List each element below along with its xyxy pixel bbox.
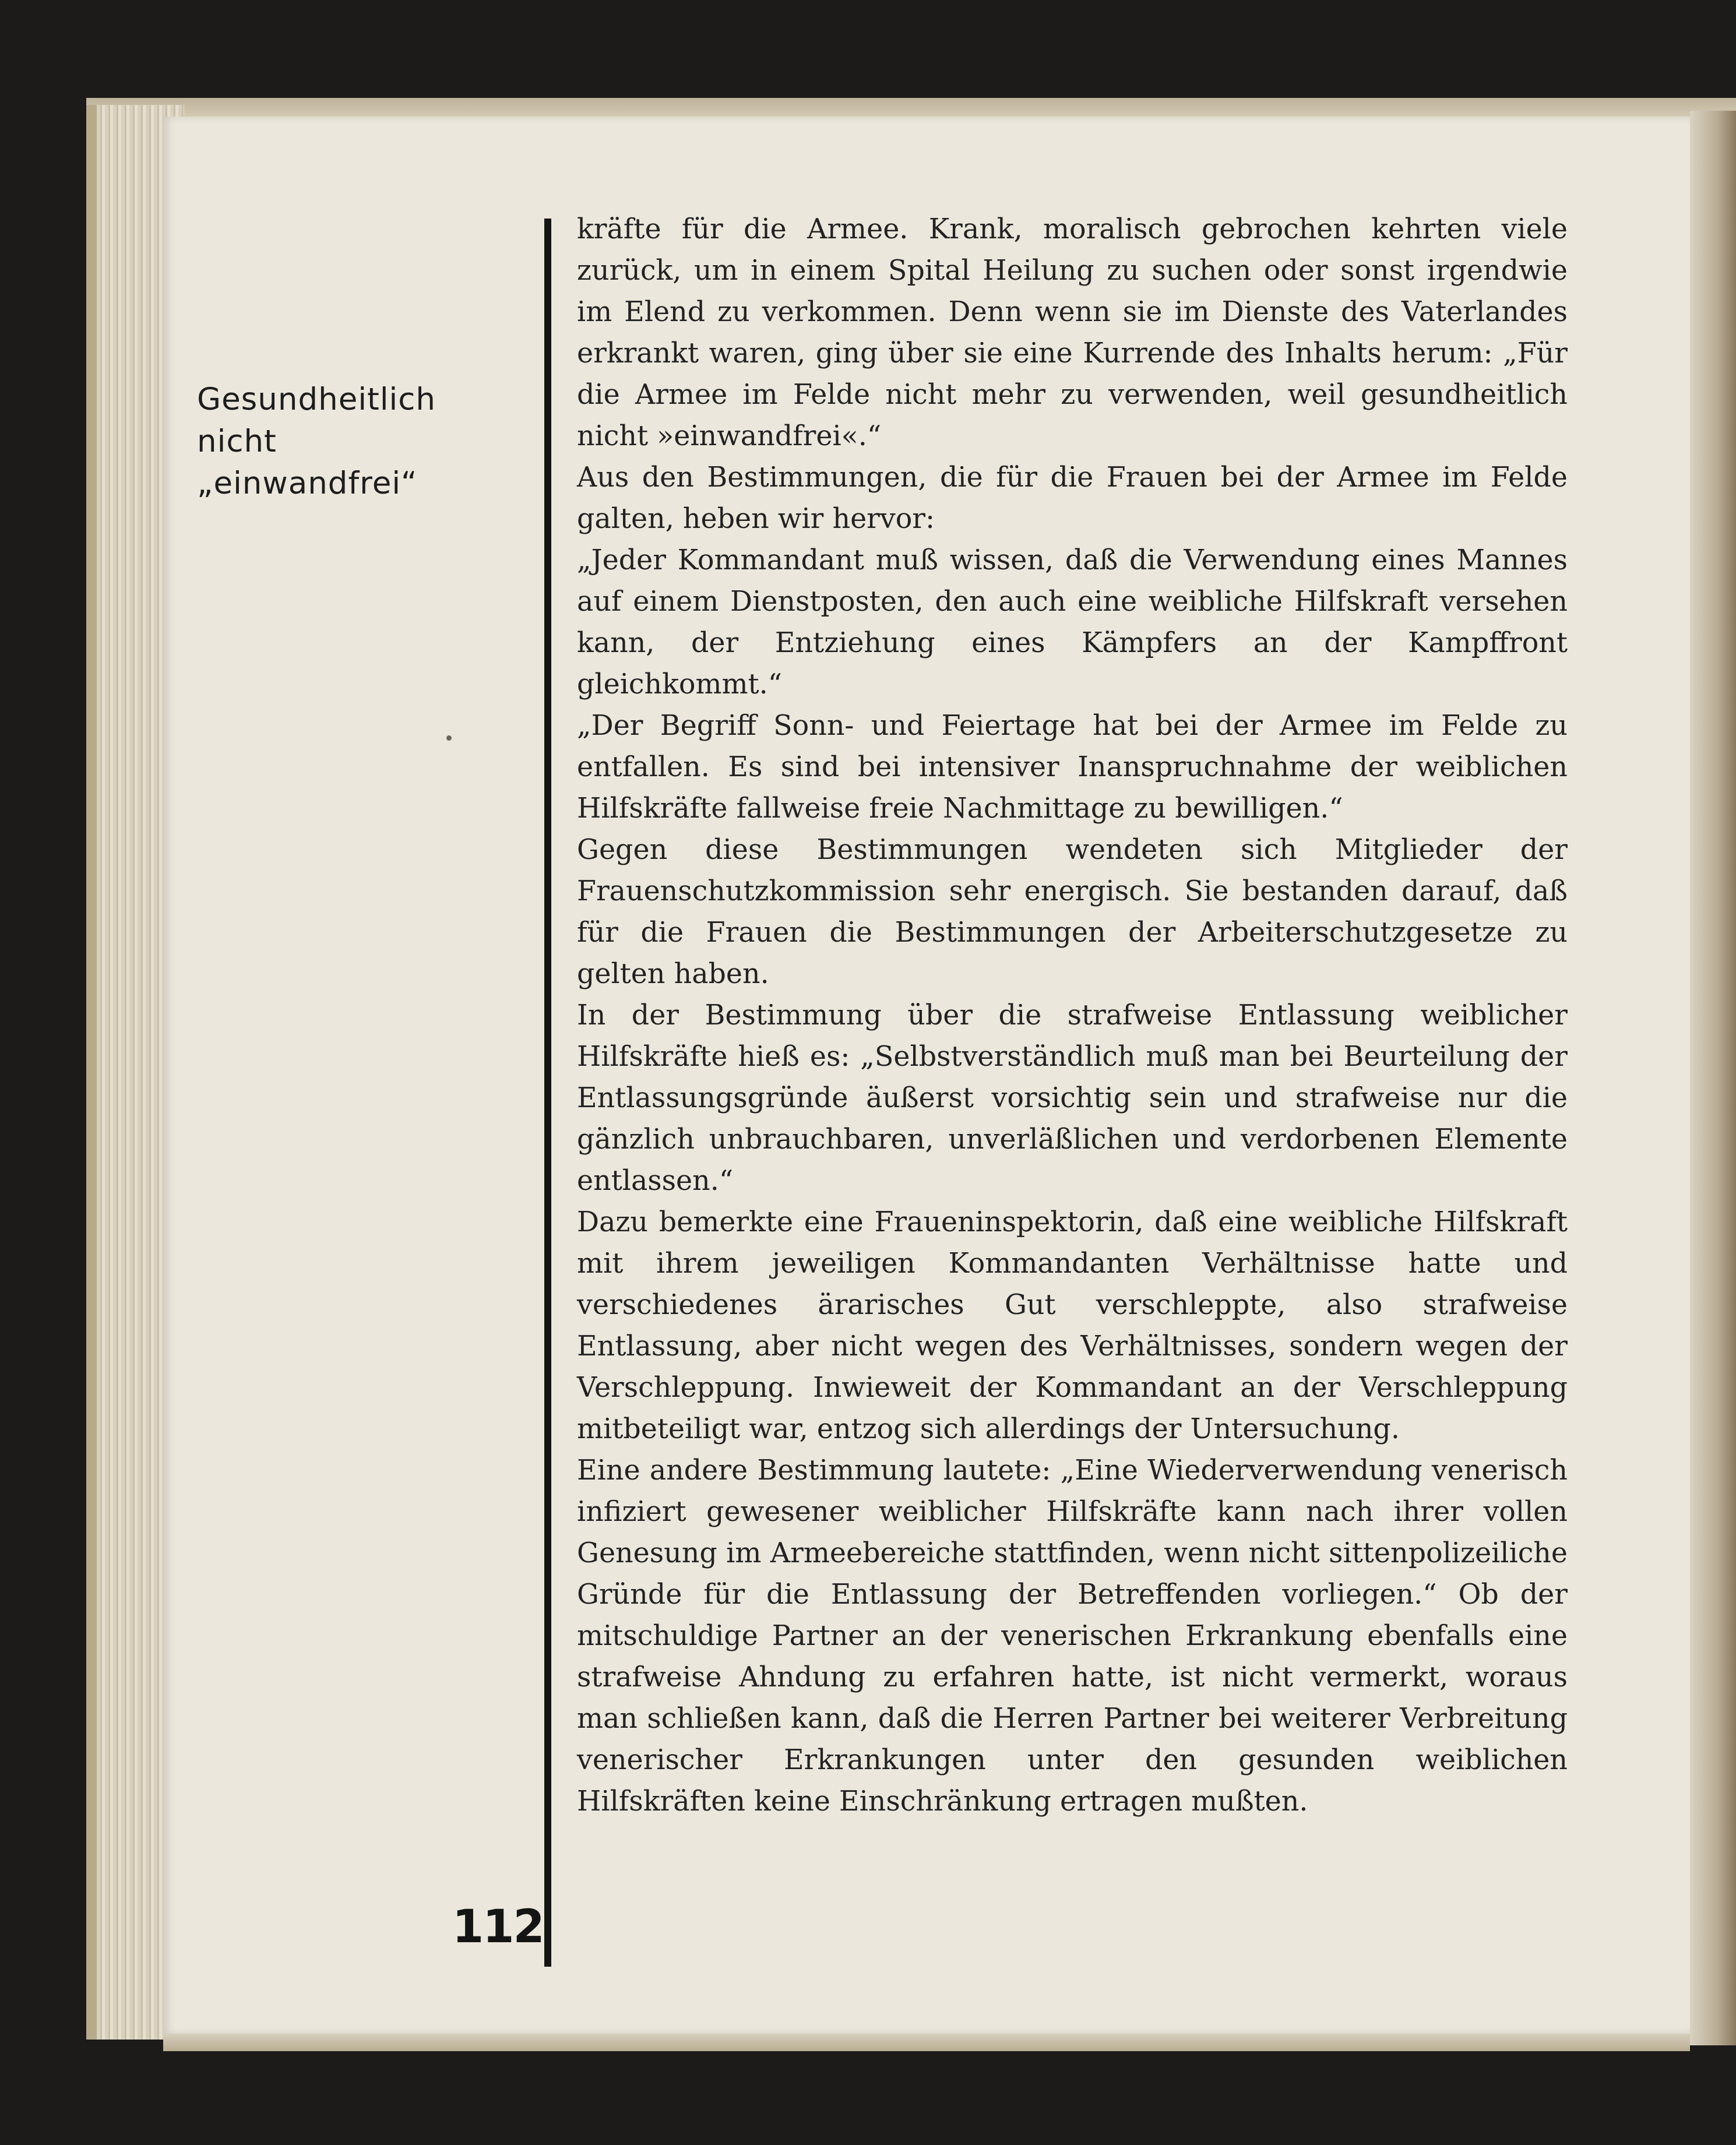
paragraph: Gegen diese Bestimmungen wendeten sich Mitglieder der Frauenschutzkommission sehr energisch. Sie bestanden darauf, daß für die Frauen die Bestimmungen der Arbeiterschutzgesetze zu gelten haben. bbox=[577, 834, 1568, 990]
page-bottom-edge bbox=[163, 2034, 1690, 2051]
body-text bbox=[577, 209, 1568, 1822]
paragraph: Dazu bemerkte eine Fraueninspektorin, daß eine weibliche Hilfskraft mit ihrem jeweiligen Kommandanten Verhältnisse hatte und verschiedenes ärarisches Gut verschleppte, also strafweise Entlassung, aber nicht wegen des Verhältnisses, sondern wegen der Verschleppung. Inwieweit der Kommandant an der Verschleppung mitbeteiligt war, entzog sich allerdings der Untersuchung. bbox=[577, 1206, 1568, 1445]
paragraph: Eine andere Bestimmung lautete: „Eine Wiederverwendung venerisch infiziert gewesener weiblicher Hilfskräfte kann nach ihrer vollen Genesung im Armeebereiche stattfinden, wenn nicht sittenpolizeiliche Gründe für die Entlassung der Betreffenden vorliegen.“ Ob der mitschuldige Partner an der venerischen Erkrankung ebenfalls eine strafweise Ahndung zu erfahren hatte, ist nicht vermerkt, woraus man schließen kann, daß die Herren Partner bei weiterer Verbreitung venerischer Erkrankungen unter den gesunden weiblichen Hilfskräften keine Einschränkung ertragen mußten. bbox=[577, 1454, 1568, 1818]
paragraph: „Der Begriff Sonn- und Feiertage hat bei der Armee im Felde zu entfallen. Es sind bei intensiver Inanspruchnahme der weiblichen Hilfskräfte fallweise freie Nachmittage zu bewilligen.“ bbox=[577, 710, 1568, 825]
paragraph: In der Bestimmung über die strafweise Entlassung weiblicher Hilfskräfte hieß es: „Selbstverständlich muß man bei Beurteilung der Entlassungsgründe äußerst vorsichtig sein und strafweise nur die gänzlich unbrauchbaren, unverläßlichen und verdorbenen Elemente entlassen.“ bbox=[577, 999, 1568, 1197]
vertical-rule bbox=[544, 219, 551, 1967]
stray-mark bbox=[446, 735, 452, 741]
margin-heading-line: nicht bbox=[197, 424, 277, 459]
page-right-edge bbox=[1690, 111, 1736, 2045]
paragraph: „Jeder Kommandant muß wissen, daß die Verwendung eines Mannes auf einem Dienstposten, den auch eine weibliche Hilfskraft versehen kann, der Entziehung eines Kämpfers an der Kampffront gleichkommt.“ bbox=[577, 544, 1568, 700]
margin-heading bbox=[197, 379, 523, 505]
margin-heading-line: „einwandfrei“ bbox=[197, 466, 418, 501]
paragraph: Aus den Bestimmungen, die für die Frauen bei der Armee im Felde galten, heben wir hervor: bbox=[577, 462, 1568, 535]
margin-heading-line: Gesundheitlich bbox=[197, 382, 436, 417]
paragraph: kräfte für die Armee. Krank, moralisch gebrochen kehrten viele zurück, um in einem Spital Heilung zu suchen oder sonst irgendwie im Elend zu verkommen. Denn wenn sie im Dienste des Vaterlandes erkrankt waren, ging über sie eine Kurrende des Inhalts herum: „Für die Armee im Felde nicht mehr zu verwenden, weil gesundheitlich nicht »einwandfrei«.“ bbox=[577, 213, 1568, 452]
page-number: 112 bbox=[452, 1901, 544, 1953]
